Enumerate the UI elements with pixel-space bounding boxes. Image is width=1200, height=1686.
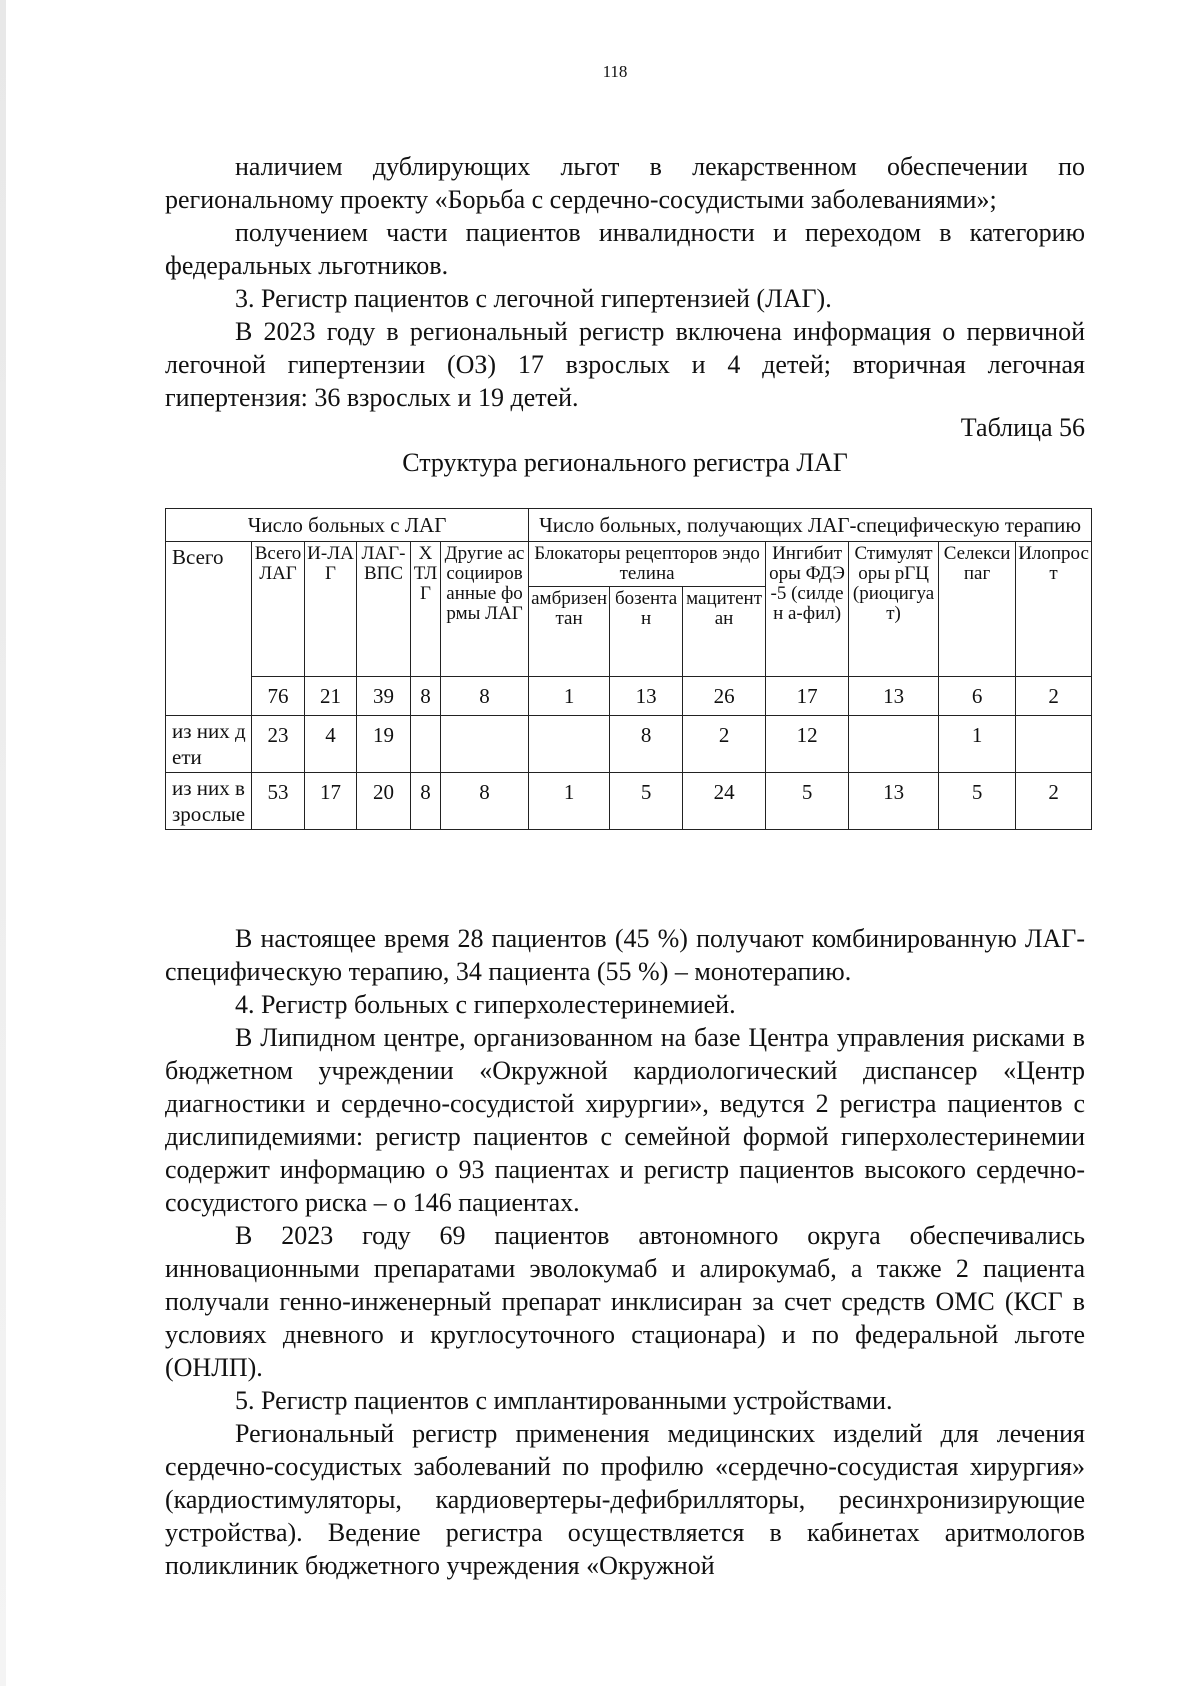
paragraph: 3. Регистр пациентов с легочной гипертензией (ЛАГ). [235, 284, 832, 313]
header-total: Всего [166, 542, 252, 716]
paragraph: В 2023 году 69 пациентов автономного округа обеспечивались инновационными препаратами эволокумаб и алирокумаб, а также 2 пациента получали генно-инженерный препарат инклисиран за счет средств ОМС (КСГ в условиях дневного и круглосуточного стационара) и по федеральной льготе (ОНЛП). [165, 1221, 1085, 1382]
header-selexipag: Селексипаг [939, 542, 1016, 677]
cell: 8 [441, 773, 529, 830]
header-bosentan: бозентан [610, 587, 683, 677]
cell: 39 [357, 677, 411, 716]
cell: 12 [766, 716, 849, 773]
cell: 8 [610, 716, 683, 773]
cell: 17 [766, 677, 849, 716]
paragraph: В настоящее время 28 пациентов (45 %) получают комбинированную ЛАГ-специфическую терапию, 34 пациента (55 %) – монотерапию. [165, 924, 1085, 986]
table-row [166, 716, 1092, 773]
header-pde5: Ингибиторы ФДЭ-5 (силден а-фил) [766, 542, 849, 677]
cell: 6 [939, 677, 1016, 716]
intro-text [165, 150, 1085, 414]
header-sgc: Стимуляторы рГЦ (риоцигуат) [849, 542, 939, 677]
paragraph: Региональный регистр применения медицинских изделий для лечения сердечно-сосудистых заболеваний по профилю «сердечно-сосудистая хирургия» (кардиостимуляторы, кардиовертеры-дефибрилляторы, ресинхронизирующие устройства). Ведение регистра осуществляется в кабинетах аритмологов поликлиник бюджетного учреждения «Окружной [165, 1419, 1085, 1580]
header-macitentan: мацитентан [683, 587, 766, 677]
cell: 8 [441, 677, 529, 716]
header-other-forms: Другие ассоциированные формы ЛАГ [441, 542, 529, 677]
cell: 26 [683, 677, 766, 716]
paragraph: получением части пациентов инвалидности и переходом в категорию федеральных льготников. [165, 218, 1085, 280]
paragraph: 4. Регистр больных с гиперхолестеринемией. [235, 990, 736, 1019]
header-endothelin-blockers: Блокаторы рецепторов эндотелина [529, 542, 766, 587]
header-ambrisentan: амбризентан [529, 587, 610, 677]
table-row [166, 773, 1092, 830]
cell: 53 [252, 773, 305, 830]
cell: 4 [305, 716, 357, 773]
header-lag-vps: ЛАГ-ВПС [357, 542, 411, 677]
cell: 20 [357, 773, 411, 830]
paragraph: наличием дублирующих льгот в лекарственном обеспечении по региональному проекту «Борьба с сердечно-сосудистыми заболеваниями»; [165, 152, 1085, 214]
cell [441, 716, 529, 773]
cell: 19 [357, 716, 411, 773]
after-text [165, 922, 1085, 1582]
cell: 2 [683, 716, 766, 773]
group-header-therapy: Число больных, получающих ЛАГ-специфическую терапию [529, 509, 1092, 542]
page-number: 118 [602, 62, 628, 81]
cell: 13 [610, 677, 683, 716]
group-header-patients: Число больных с ЛАГ [166, 509, 529, 542]
cell: 21 [305, 677, 357, 716]
scan-edge [0, 0, 6, 1686]
cell [1016, 716, 1092, 773]
cell [849, 716, 939, 773]
cell: 17 [305, 773, 357, 830]
row-label-children: из них дети [166, 716, 252, 773]
cell: 2 [1016, 773, 1092, 830]
table-label: Таблица 56 [960, 413, 1085, 442]
header-iloprost: Илопрост [1016, 542, 1092, 677]
cell [411, 716, 441, 773]
table-row [166, 677, 1092, 716]
header-vsego-lag: Всего ЛАГ [252, 542, 305, 677]
cell: 76 [252, 677, 305, 716]
cell: 1 [529, 773, 610, 830]
cell: 8 [411, 773, 441, 830]
cell: 24 [683, 773, 766, 830]
header-ilag: И-ЛАГ [305, 542, 357, 677]
cell: 5 [766, 773, 849, 830]
cell: 8 [411, 677, 441, 716]
cell: 5 [939, 773, 1016, 830]
cell: 13 [849, 677, 939, 716]
paragraph: В Липидном центре, организованном на базе Центра управления рисками в бюджетном учреждении «Окружной кардиологический диспансер «Центр диагностики и сердечно-сосудистой хирургии», ведутся 2 регистра пациентов с дислипидемиями: регистр пациентов с семейной формой гиперхолестеринемии содержит информацию о 93 пациентах и регистр пациентов высокого сердечно-сосудистого риска – о 146 пациентах. [165, 1023, 1085, 1217]
cell [529, 716, 610, 773]
cell: 5 [610, 773, 683, 830]
cell: 1 [529, 677, 610, 716]
lag-registry-table [165, 508, 1092, 830]
row-label-adults: из них взрослые [166, 773, 252, 830]
cell: 13 [849, 773, 939, 830]
cell: 2 [1016, 677, 1092, 716]
paragraph: 5. Регистр пациентов с имплантированными устройствами. [235, 1386, 893, 1415]
table-title: Структура регионального регистра ЛАГ [402, 448, 848, 477]
cell: 1 [939, 716, 1016, 773]
cell: 23 [252, 716, 305, 773]
header-htlg: ХТЛГ [411, 542, 441, 677]
paragraph: В 2023 году в региональный регистр включена информация о первичной легочной гипертензии (ОЗ) 17 взрослых и 4 детей; вторичная легочная гипертензия: 36 взрослых и 19 детей. [165, 317, 1085, 412]
